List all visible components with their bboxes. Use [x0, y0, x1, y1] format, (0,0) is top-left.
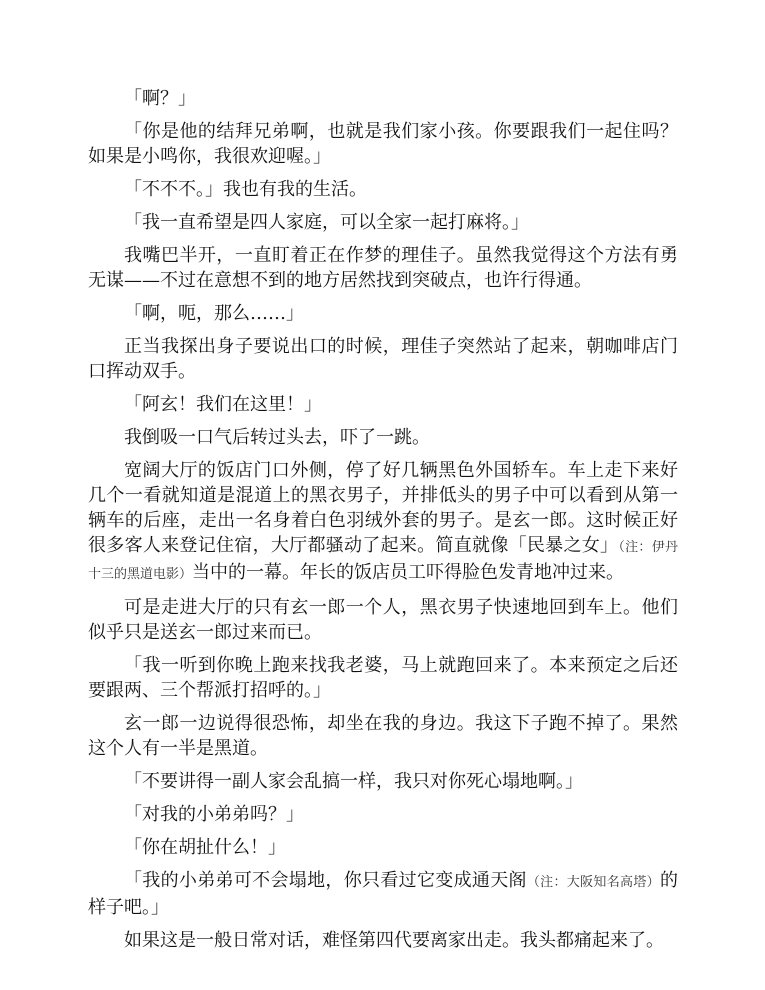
paragraph: 「不要讲得一副人家会乱搞一样，我只对你死心塌地啊。」	[124, 771, 583, 792]
paragraph: 可是走进大厅的只有玄一郎一个人，黑衣男子快速地回到车上。他们似乎只是送玄一郎过来而已。	[88, 597, 678, 643]
paragraph: 我倒吸一口气后转过头去，吓了一跳。	[124, 427, 430, 448]
paragraph-text: 「我的小弟弟可不会塌地，你只看过它变成通天阁	[124, 870, 527, 891]
paragraph-with-note	[88, 868, 678, 920]
paragraph: 「你是他的结拜兄弟啊，也就是我们家小孩。你要跟我们一起住吗？如果是小鸣你，我很欢迎喔。」	[88, 121, 678, 167]
paragraph-text: 当中的一幕。年长的饭店员工吓得脸色发青地冲过来。	[192, 562, 625, 583]
paragraph: 「啊？」	[124, 88, 196, 109]
paragraph: 我嘴巴半开，一直盯着正在作梦的理佳子。虽然我觉得这个方法有勇无谋——不过在意想不到的地方居然找到突破点，也许行得通。	[88, 245, 678, 291]
paragraph: 「对我的小弟弟吗？」	[124, 804, 304, 825]
paragraph: 「不不不。」我也有我的生活。	[124, 179, 367, 200]
paragraph-text: 的样子吧。」	[88, 870, 678, 918]
footnote-inline: （注：伊丹十三的黑道电影）	[88, 540, 678, 582]
paragraph: 「你在胡扯什么！」	[124, 837, 286, 858]
paragraph: 如果这是一般日常对话，难怪第四代要离家出走。我头都痛起来了。	[124, 930, 664, 951]
paragraph: 「阿玄！我们在这里！」	[124, 394, 322, 415]
paragraph: 「我一听到你晚上跑来找我老婆，马上就跑回来了。本来预定之后还要跟两、三个帮派打招呼的。」	[88, 655, 678, 701]
paragraph: 「啊，呃，那么……」	[124, 303, 304, 324]
paragraph-with-note	[88, 458, 678, 587]
paragraph: 正当我探出身子要说出口的时候，理佳子突然站了起来，朝咖啡店门口挥动双手。	[88, 336, 678, 382]
body-text	[88, 86, 678, 961]
paragraph: 「我一直希望是四人家庭，可以全家一起打麻将。」	[124, 212, 529, 233]
paragraph: 玄一郎一边说得很恐怖，却坐在我的身边。我这下子跑不掉了。果然这个人有一半是黑道。	[88, 713, 678, 759]
footnote-inline: （注：大阪知名高塔）	[526, 875, 660, 890]
paragraph-text: 宽阔大厅的饭店门口外侧，停了好几辆黑色外国轿车。车上走下来好几个一看就知道是混道上的黑衣男子，并排低头的男子中可以看到从第一辆车的后座，走出一名身着白色羽绒外套的男子。是玄一郎。这时候正好很多客人来登记住宿，大厅都骚动了起来。简直就像「民暴之女」	[88, 460, 678, 556]
